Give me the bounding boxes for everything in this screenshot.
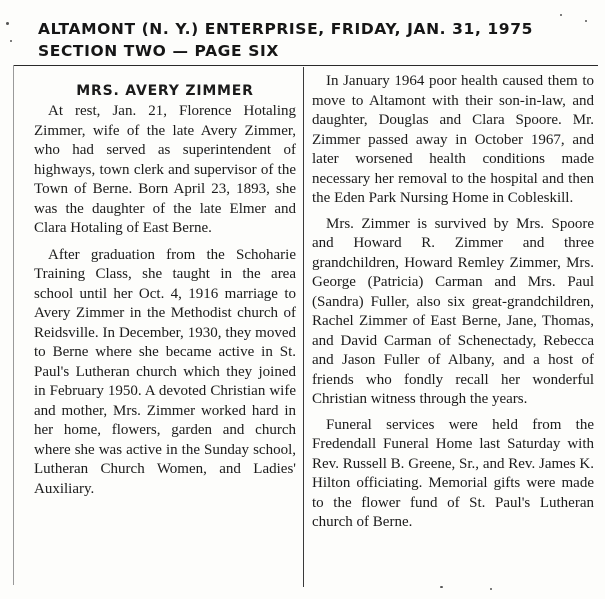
article-paragraph: In January 1964 poor health caused them to move to Altamont with their son-in-law, and daughter, Douglas and Clara Spoore. Mr. Zimmer passed away in October 1967, and later worsened health conditions made necessary her removal to the hospital and then the Eden Park Nursing Home in Cobleskill. (312, 73, 594, 206)
article-paragraph: Mrs. Zimmer is survived by Mrs. Spoore and Howard R. Zimmer and three grandchildren, Howard Remley Zimmer, Mrs. George (Patricia) Carman and Mrs. Paul (Sandra) Fuller, also six great-grandchildren, Rachel Zimmer of East Berne, Jane, Thomas, and David Carman of Schenectady, Rebecca and Jason Fuller of Albany, and a host of friends who fondly recall her wonderful Christian witness through the years. (312, 215, 594, 407)
masthead-section: SECTION TWO — PAGE SIX (38, 42, 279, 60)
print-speck (490, 588, 492, 590)
article-column-left (34, 82, 296, 506)
left-edge-rule (13, 65, 14, 585)
print-speck (560, 14, 562, 16)
header-rule (14, 65, 598, 66)
print-speck (10, 40, 12, 42)
masthead-dateline: ALTAMONT (N. Y.) ENTERPRISE, FRIDAY, JAN. 31, 1975 (38, 20, 533, 38)
print-speck (585, 20, 587, 22)
column-divider (303, 67, 304, 587)
print-speck (440, 586, 443, 588)
print-speck (6, 22, 9, 25)
article-paragraph: Funeral services were held from the Fredendall Funeral Home last Saturday with Rev. Russell B. Greene, Sr., and Rev. James K. Hilton officiating. Memorial gifts were made to the flower fund of St. Paul's Lutheran church of Berne. (312, 416, 594, 530)
masthead (38, 18, 598, 61)
article-headline: MRS. AVERY ZIMMER (76, 83, 254, 99)
article-paragraph: At rest, Jan. 21, Florence Hotaling Zimmer, wife of the late Avery Zimmer, who had served as superintendent of highways, town clerk and supervisor of the Town of Berne. Born April 23, 1893, she was the daughter of the late Elmer and Clara Hotaling of East Berne. (34, 103, 296, 236)
article-column-right (312, 72, 594, 539)
article-paragraph: After graduation from the Schoharie Training Class, she taught in the area school until her Oct. 4, 1916 marriage to Avery Zimmer in the Methodist church of Reidsville. In December, 1930, they moved to Berne where she became active in St. Paul's Lutheran church which they joined in February 1950. A devoted Christian wife and mother, Mrs. Zimmer worked hard in her home, flowers, garden and church where she was active in the Sunday school, Lutheran Church Women, and Ladies' Auxiliary. (34, 246, 296, 497)
